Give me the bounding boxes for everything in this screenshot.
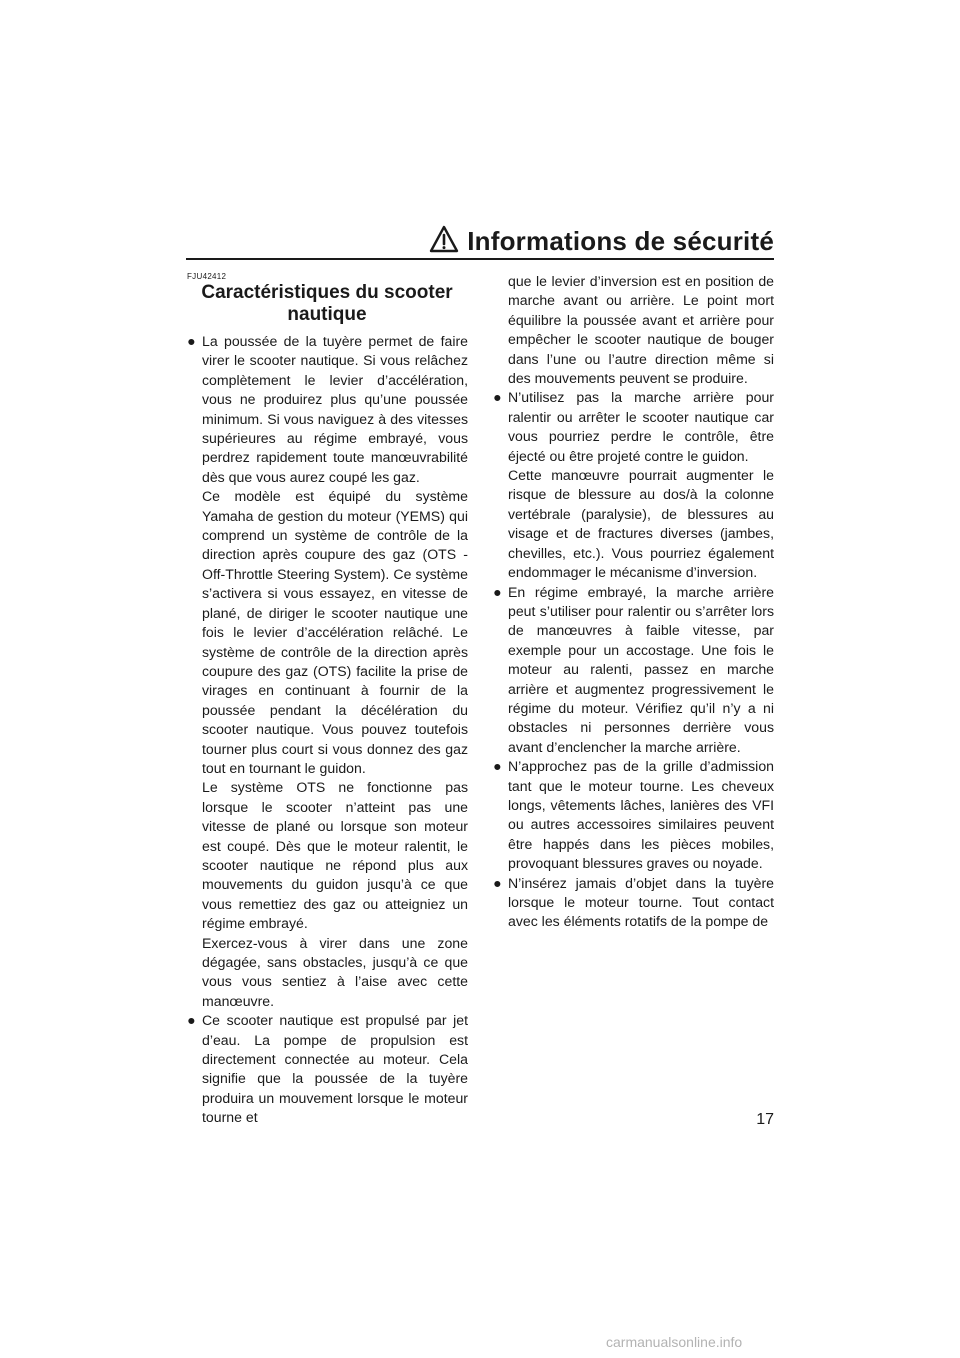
paragraph: N’approchez pas de la grille d’admission tant que le moteur tourne. Les cheveux longs, vêtements lâches, lanières des VFI ou autres accessoires similaires peuvent être happés dans les pièces mobiles, provoquant blessures graves ou noyade. <box>508 758 774 872</box>
bullet-icon: ● <box>493 758 502 775</box>
bullet-item <box>492 388 774 582</box>
bullet-item <box>492 583 774 758</box>
left-column <box>186 272 468 1128</box>
bullet-icon: ● <box>493 389 502 406</box>
bullet-item-continued <box>492 272 774 388</box>
bullet-item <box>492 757 774 873</box>
paragraph: N’utilisez pas la marche arrière pour ralentir ou arrêter le scooter nautique car vous pourriez perdre le contrôle, être éjecté ou être projeté contre le guidon. <box>508 389 774 464</box>
section-code: FJU42412 <box>187 272 227 281</box>
section-title-line2: nautique <box>287 304 367 325</box>
watermark: carmanualsonline.info <box>606 1334 743 1350</box>
paragraph: Cette manœuvre pourrait augmenter le risque de blessure au dos/à la colonne vertébrale (paralysie), de blessures au visage et de fractures diverses (jambes, chevilles, etc.). Vous pourriez également endommager le mécanisme d’inversion. <box>508 467 774 581</box>
paragraph: que le levier d’inversion est en position de marche avant ou arrière. Le point mort équilibre la poussée avant et arrière pour empêcher le scooter nautique de bouger dans l’une ou l’autre direction même si des mouvements peuvent se produire. <box>508 273 774 387</box>
bullet-icon: ● <box>493 583 502 600</box>
page-header <box>186 222 774 256</box>
warning-triangle-icon <box>429 225 459 253</box>
bullet-item <box>492 874 774 932</box>
header-rule <box>186 258 774 260</box>
paragraph: La poussée de la tuyère permet de faire virer le scooter nautique. Si vous relâchez complètement le levier d’accélération, vous ne produirez plus qu’une poussée minimum. Si vous naviguez à des vitesses supérieures au régime embrayé, vous perdrez rapidement toute manœuvrabilité dès que vous aurez coupé les gaz. <box>202 333 468 485</box>
page-number: 17 <box>756 1111 774 1128</box>
bullet-icon: ● <box>187 1012 196 1029</box>
paragraph: Exercez-vous à virer dans une zone dégagée, sans obstacles, jusqu’à ce que vous vous sentiez à l’aise avec cette manœuvre. <box>202 934 468 1009</box>
paragraph: Ce modèle est équipé du système Yamaha de gestion du moteur (YEMS) qui comprend un système de contrôle de la direction après coupure des gaz (OTS - Off-Throttle Steering System). Ce système s’activera si vous essayez, en vitesse de plané, de diriger le scooter nautique une fois le levier d’accélération relâché. Le système de contrôle de la direction après coupure des gaz (OTS) facilite la prise de virages en continuant à fournir de la poussée pendant la décélération du scooter nautique. Vous pouvez toutefois tourner plus court si vous donnez des gaz tout en tournant le guidon. <box>202 488 468 776</box>
paragraph: En régime embrayé, la marche arrière peut s’utiliser pour ralentir ou s’arrêter lors de manœuvres à faible vitesse, par exemple pour un accostage. Une fois le moteur au ralenti, passez en marche arrière et augmentez progressivement le régime du moteur. Vérifiez qu’il n’y a ni obstacles ni personnes derrière vous avant d’enclencher la marche arrière. <box>508 583 774 755</box>
bullet-icon: ● <box>187 333 196 349</box>
paragraph: Le système OTS ne fonctionne pas lorsque le scooter n’atteint pas une vitesse de plané ou lorsque son moteur est coupé. Dès que le moteur ralentit, le scooter nautique ne répond plus aux mouvements du guidon jusqu’à ce que vous remettiez des gaz ou atteigniez un régime embrayé. <box>202 779 468 932</box>
section-title <box>186 282 468 326</box>
bullet-item <box>186 332 468 1011</box>
bullet-item <box>186 1011 468 1127</box>
paragraph: N’insérez jamais d’objet dans la tuyère lorsque le moteur tourne. Tout contact avec les éléments rotatifs de la pompe de <box>508 874 774 930</box>
right-column <box>492 272 774 932</box>
header-title: Informations de sécurité <box>467 226 774 256</box>
paragraph: Ce scooter nautique est propulsé par jet d’eau. La pompe de propulsion est directement connectée au moteur. Cela signifie que la poussée de la tuyère produira un mouvement lorsque le moteur tourne et <box>202 1012 468 1126</box>
bullet-icon: ● <box>493 874 502 891</box>
section-title-line1: Caractéristiques du scooter <box>201 282 453 303</box>
